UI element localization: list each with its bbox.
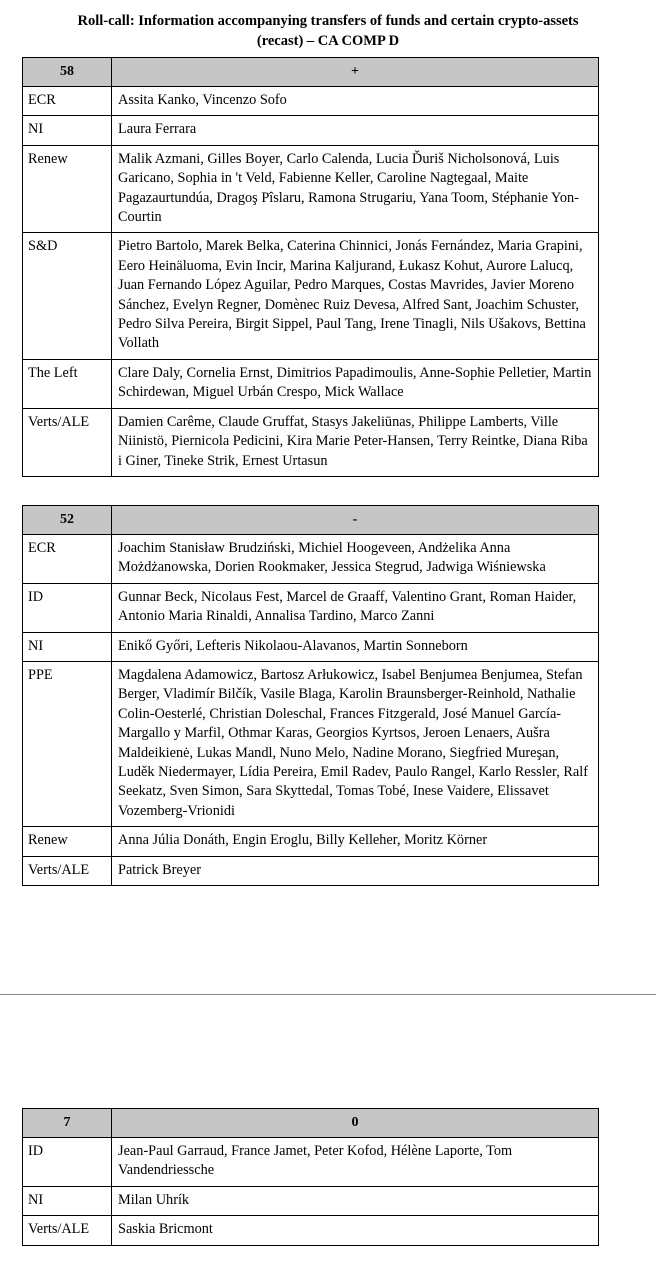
group-cell: Renew bbox=[23, 145, 112, 233]
page-divider bbox=[0, 994, 656, 995]
vote-table-abstain bbox=[22, 1108, 599, 1246]
group-cell: Verts/ALE bbox=[23, 856, 112, 885]
names-cell: Joachim Stanisław Brudziński, Michiel Hoogeveen, Andżelika Anna Możdżanowska, Dorien Rookmaker, Jessica Stegrud, Jadwiga Wiśniewska bbox=[112, 535, 599, 584]
table-row bbox=[23, 856, 599, 885]
table-row bbox=[23, 1138, 599, 1187]
names-cell: Assita Kanko, Vincenzo Sofo bbox=[112, 87, 599, 116]
table-row bbox=[23, 1216, 599, 1245]
table-header bbox=[23, 58, 599, 87]
names-cell: Damien Carême, Claude Gruffat, Stasys Jakeliūnas, Philippe Lamberts, Ville Niinistö, Piernicola Pedicini, Kira Marie Peter-Hansen, Terry Reintke, Diana Riba i Giner, Tineke Strik, Ernest Urtasun bbox=[112, 408, 599, 476]
names-cell: Clare Daly, Cornelia Ernst, Dimitrios Papadimoulis, Anne-Sophie Pelletier, Martin Schirdewan, Miguel Urbán Crespo, Mick Wallace bbox=[112, 359, 599, 408]
group-cell: Verts/ALE bbox=[23, 1216, 112, 1245]
group-cell: Verts/ALE bbox=[23, 408, 112, 476]
page-title bbox=[0, 11, 639, 51]
group-cell: Renew bbox=[23, 827, 112, 856]
table-row bbox=[23, 1186, 599, 1215]
names-cell: Magdalena Adamowicz, Bartosz Arłukowicz, Isabel Benjumea Benjumea, Stefan Berger, Vladimír Bilčík, Vasile Blaga, Karolin Braunsberger-Reinhold, Nathalie Colin-Oesterlé, Christian Doleschal, Frances Fitzgerald, José Manuel García-Margallo y Marfil, Othmar Karas, Georgios Kyrtsos, Jeroen Lenaers, Aušra Maldeikienė, Lukas Mandl, Nuno Melo, Nadine Morano, Siegfried Mureşan, Luděk Niedermayer, Lídia Pereira, Emil Radev, Paulo Rangel, Karlo Ressler, Ralf Seekatz, Sven Simon, Sara Skyttedal, Tomas Tobé, Inese Vaidere, Elissavet Vozemberg-Vrionidi bbox=[112, 662, 599, 827]
names-cell: Laura Ferrara bbox=[112, 116, 599, 145]
names-cell: Pietro Bartolo, Marek Belka, Caterina Chinnici, Jonás Fernández, Maria Grapini, Eero Heinäluoma, Evin Incir, Marina Kaljurand, Łukasz Kohut, Aurore Lalucq, Juan Fernando López Aguilar, Pedro Marques, Costas Mavrides, Javier Moreno Sánchez, Evelyn Regner, Domènec Ruiz Devesa, Alfred Sant, Joachim Schuster, Pedro Silva Pereira, Birgit Sippel, Paul Tang, Irene Tinagli, Nils Ušakovs, Bettina Vollath bbox=[112, 233, 599, 359]
group-cell: PPE bbox=[23, 662, 112, 827]
group-cell: S&D bbox=[23, 233, 112, 359]
vote-table-for bbox=[22, 57, 599, 477]
table-row bbox=[23, 662, 599, 827]
names-cell: Malik Azmani, Gilles Boyer, Carlo Calenda, Lucia Ďuriš Nicholsonová, Luis Garicano, Sophia in 't Veld, Fabienne Keller, Caroline Nagtegaal, Maite Pagazaurtundúa, Dragoş Pîslaru, Ramona Strugariu, Yana Toom, Stéphanie Yon-Courtin bbox=[112, 145, 599, 233]
vote-count: 52 bbox=[23, 506, 112, 535]
table-header bbox=[23, 1109, 599, 1138]
vote-symbol: - bbox=[112, 506, 599, 535]
names-cell: Gunnar Beck, Nicolaus Fest, Marcel de Graaff, Valentino Grant, Roman Haider, Antonio Maria Rinaldi, Annalisa Tardino, Marco Zanni bbox=[112, 583, 599, 632]
table-row bbox=[23, 359, 599, 408]
group-cell: NI bbox=[23, 116, 112, 145]
group-cell: ECR bbox=[23, 535, 112, 584]
table-row bbox=[23, 116, 599, 145]
group-cell: NI bbox=[23, 632, 112, 661]
names-cell: Milan Uhrík bbox=[112, 1186, 599, 1215]
table-row bbox=[23, 233, 599, 359]
table-header bbox=[23, 506, 599, 535]
table-row bbox=[23, 87, 599, 116]
group-cell: ECR bbox=[23, 87, 112, 116]
vote-count: 7 bbox=[23, 1109, 112, 1138]
vote-symbol: 0 bbox=[112, 1109, 599, 1138]
group-cell: NI bbox=[23, 1186, 112, 1215]
vote-symbol: + bbox=[112, 58, 599, 87]
title-line-1: Roll-call: Information accompanying transfers of funds and certain crypto-assets bbox=[77, 13, 579, 29]
vote-count: 58 bbox=[23, 58, 112, 87]
names-cell: Jean-Paul Garraud, France Jamet, Peter Kofod, Hélène Laporte, Tom Vandendriessche bbox=[112, 1138, 599, 1187]
table-row bbox=[23, 632, 599, 661]
names-cell: Anna Júlia Donáth, Engin Eroglu, Billy Kelleher, Moritz Körner bbox=[112, 827, 599, 856]
table-row bbox=[23, 583, 599, 632]
group-cell: The Left bbox=[23, 359, 112, 408]
names-cell: Patrick Breyer bbox=[112, 856, 599, 885]
names-cell: Enikő Győri, Lefteris Nikolaou-Alavanos, Martin Sonneborn bbox=[112, 632, 599, 661]
table-row bbox=[23, 408, 599, 476]
group-cell: ID bbox=[23, 1138, 112, 1187]
vote-table-against bbox=[22, 505, 599, 886]
table-row bbox=[23, 827, 599, 856]
group-cell: ID bbox=[23, 583, 112, 632]
names-cell: Saskia Bricmont bbox=[112, 1216, 599, 1245]
table-row bbox=[23, 535, 599, 584]
title-line-2: (recast) – CA COMP D bbox=[256, 33, 400, 49]
table-row bbox=[23, 145, 599, 233]
